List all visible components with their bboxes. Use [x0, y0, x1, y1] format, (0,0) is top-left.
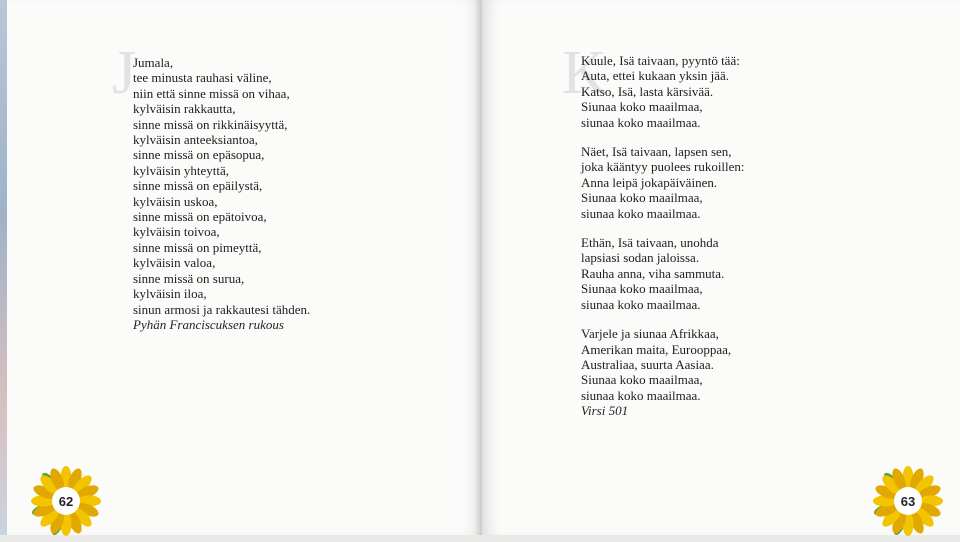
poem-line: tee minusta rauhasi väline, [133, 70, 272, 86]
poem-line: kylväisin yhteyttä, [133, 162, 230, 178]
poem-line: sinne missä on epäilystä, [133, 178, 263, 194]
hymn-stanza [581, 326, 745, 403]
hymn-line: Siunaa koko maailmaa, [581, 99, 703, 115]
hymn-text [581, 53, 745, 417]
hymn-line: Anna leipä jokapäiväinen. [581, 174, 718, 190]
hymn-stanza [581, 144, 745, 221]
poem-line: sinun armosi ja rakkautesi tähden. [133, 301, 311, 317]
poem-line: kylväisin valoa, [133, 255, 216, 271]
hymn-line: Siunaa koko maailmaa, [581, 372, 703, 388]
hymn-line: siunaa koko maailmaa. [581, 114, 701, 130]
page-number-right: 63 [900, 493, 916, 509]
hymn-line: Australiaa, suurta Aasiaa. [581, 356, 714, 372]
poem-line: sinne missä on rikkinäisyyttä, [133, 116, 288, 132]
right-credit: Virsi 501 [581, 403, 629, 418]
hymn-stanza [581, 53, 745, 130]
hymn-line: lapsiasi sodan jaloissa. [581, 250, 700, 266]
hymn-line: siunaa koko maailmaa. [581, 296, 701, 312]
poem-line: kylväisin toivoa, [133, 224, 220, 240]
right-dropcap: K [562, 39, 607, 107]
poem-line: sinne missä on pimeyttä, [133, 239, 262, 255]
left-credit: Pyhän Franciscuksen rukous [133, 317, 284, 332]
hymn-line: Siunaa koko maailmaa, [581, 281, 703, 297]
hymn-line: Näet, Isä taivaan, lapsen sen, [581, 144, 732, 160]
page-number-left: 62 [58, 493, 74, 509]
hymn-line: joka kääntyy puolees rukoillen: [581, 159, 745, 175]
hymn-line: Katso, Isä, lasta kärsivää. [581, 83, 714, 99]
hymn-line: Amerikan maita, Eurooppaa, [581, 341, 732, 357]
cover-edge [0, 0, 7, 535]
page-number-badge-left [30, 465, 102, 537]
poem-line: Jumala, [133, 55, 174, 70]
page-number-badge-right [872, 465, 944, 537]
poem-line: kylväisin anteeksiantoa, [133, 132, 258, 148]
poem-line: sinne missä on surua, [133, 270, 245, 286]
hymn-line: Rauha anna, viha sammuta. [581, 265, 725, 281]
hymn-line: Varjele ja siunaa Afrikkaa, [581, 326, 719, 342]
hymn-line: siunaa koko maailmaa. [581, 387, 701, 403]
poem-line: kylväisin uskoa, [133, 193, 218, 209]
poem-line: sinne missä on epäsopua, [133, 147, 265, 163]
poem-line: sinne missä on epätoivoa, [133, 209, 267, 225]
poem-line: kylväisin rakkautta, [133, 101, 236, 117]
poem-line: kylväisin iloa, [133, 286, 207, 302]
prayer-text [133, 55, 310, 317]
hymn-line: Siunaa koko maailmaa, [581, 190, 703, 206]
hymn-line: Auta, ettei kukaan yksin jää. [581, 68, 730, 84]
left-page [0, 0, 482, 535]
hymn-line: siunaa koko maailmaa. [581, 205, 701, 221]
hymn-line: Kuule, Isä taivaan, pyyntö tää: [581, 53, 740, 68]
hymn-stanza [581, 235, 745, 312]
left-dropcap: J [112, 39, 137, 107]
hymn-line: Ethän, Isä taivaan, unohda [581, 235, 719, 251]
poem-line: niin että sinne missä on vihaa, [133, 85, 290, 101]
